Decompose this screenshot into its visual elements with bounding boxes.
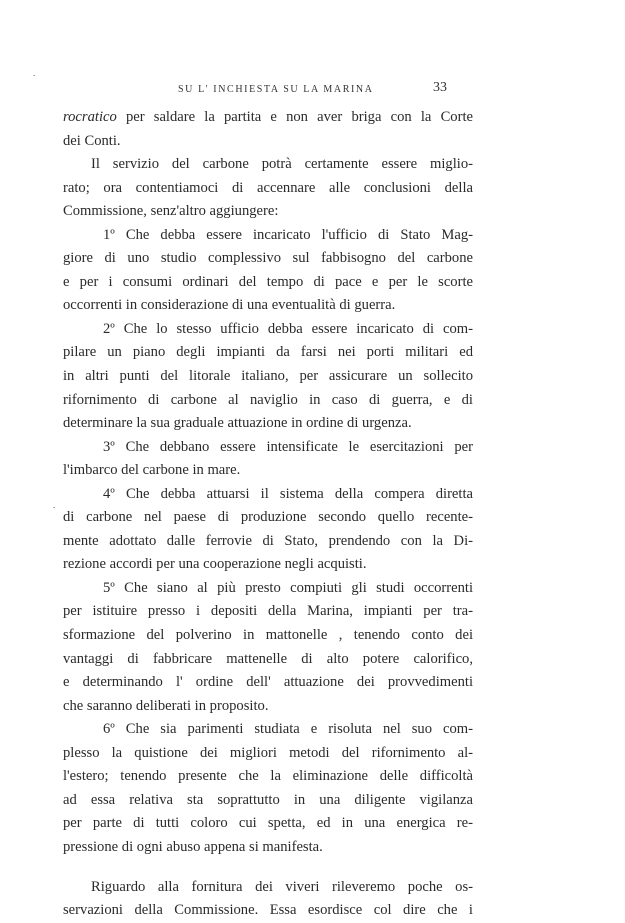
text-line: sformazione del polverino in mattonelle , tenendo conto dei — [63, 627, 473, 644]
text-line: rato; ora contentiamoci di accennare alle conclusioni della — [63, 179, 473, 196]
body-text — [63, 106, 473, 923]
text-line: per parte di tutti coloro cui spetta, ed in una energica re- — [63, 815, 473, 832]
list-item-1: 1º Che debba essere incaricato l'ufficio di Stato Mag- — [103, 226, 473, 243]
running-header — [0, 80, 625, 104]
margin-speck: . — [53, 500, 56, 510]
text-line: di carbone nel paese di produzione secondo quello recente- — [63, 509, 473, 526]
page-number: 33 — [433, 80, 447, 95]
text-line: dei Conti. — [63, 132, 121, 149]
text-line: per istituire presso i depositi della Marina, impianti per tra- — [63, 603, 473, 620]
text-line: in altri punti del litorale italiano, per assicurare un sollecito — [63, 368, 473, 385]
text-line: occorrenti in considerazione di una eventualità di guerra. — [63, 297, 396, 314]
text-line: che saranno deliberati in proposito. — [63, 697, 269, 714]
text-line: e per i consumi ordinari del tempo di pace e per le scorte — [63, 273, 473, 290]
text-line: vantaggi di fabbricare mattenelle di alto potere calorifico, — [63, 650, 473, 667]
print-speck: . — [33, 68, 36, 78]
text-line: ad essa relativa sta soprattutto in una diligente vigilanza — [63, 791, 473, 808]
text-line: rifornimento di carbone al naviglio in caso di guerra, e di — [63, 391, 473, 408]
text-line: rocratico per saldare la partita e non aver briga con la Corte — [63, 109, 473, 125]
list-item-6: 6º Che sia parimenti studiata e risoluta nel suo com- — [103, 721, 473, 738]
list-item-2: 2º Che lo stesso ufficio debba essere incaricato di com- — [103, 320, 473, 337]
list-item-3: 3º Che debbano essere intensificate le esercitazioni per — [103, 438, 473, 455]
text-line: pilare un piano degli impianti da farsi nei porti militari ed — [63, 344, 473, 361]
paragraph-start: Il servizio del carbone potrà certamente essere miglio- — [91, 156, 473, 173]
paragraph-gap — [63, 860, 473, 876]
text-line: l'imbarco del carbone in mare. — [63, 462, 241, 479]
text-line: determinare la sua graduale attuazione in ordine di urgenza. — [63, 415, 412, 432]
text-line: l'estero; tenendo presente che la eliminazione delle difficoltà — [63, 768, 473, 785]
text-line: mente adottato dalle ferrovie di Stato, prendendo con la Di- — [63, 532, 473, 549]
list-item-5: 5º Che siano al più presto compiuti gli studi occorrenti — [103, 579, 473, 596]
text-line: Commissione, senz'altro aggiungere: — [63, 203, 279, 220]
text-line: plesso la quistione dei migliori metodi del rifornimento al- — [63, 744, 473, 761]
text-line: pressione di ogni abuso appena si manifesta. — [63, 838, 323, 855]
text-line: rezione accordi per una cooperazione negli acquisti. — [63, 556, 367, 573]
text-line: e determinando l' ordine dell' attuazione dei provvedimenti — [63, 674, 473, 691]
paragraph-start: Riguardo alla fornitura dei viveri rileveremo poche os- — [91, 878, 473, 895]
text-line: servazioni della Commissione. Essa esordisce col dire che i — [63, 902, 473, 919]
list-item-4: 4º Che debba attuarsi il sistema della compera diretta — [103, 485, 473, 502]
running-title: SU L' INCHIESTA SU LA MARINA — [178, 84, 374, 95]
italic-fragment: rocratico — [63, 109, 117, 125]
text-line: giore di uno studio complessivo sul fabbisogno del carbone — [63, 250, 473, 267]
